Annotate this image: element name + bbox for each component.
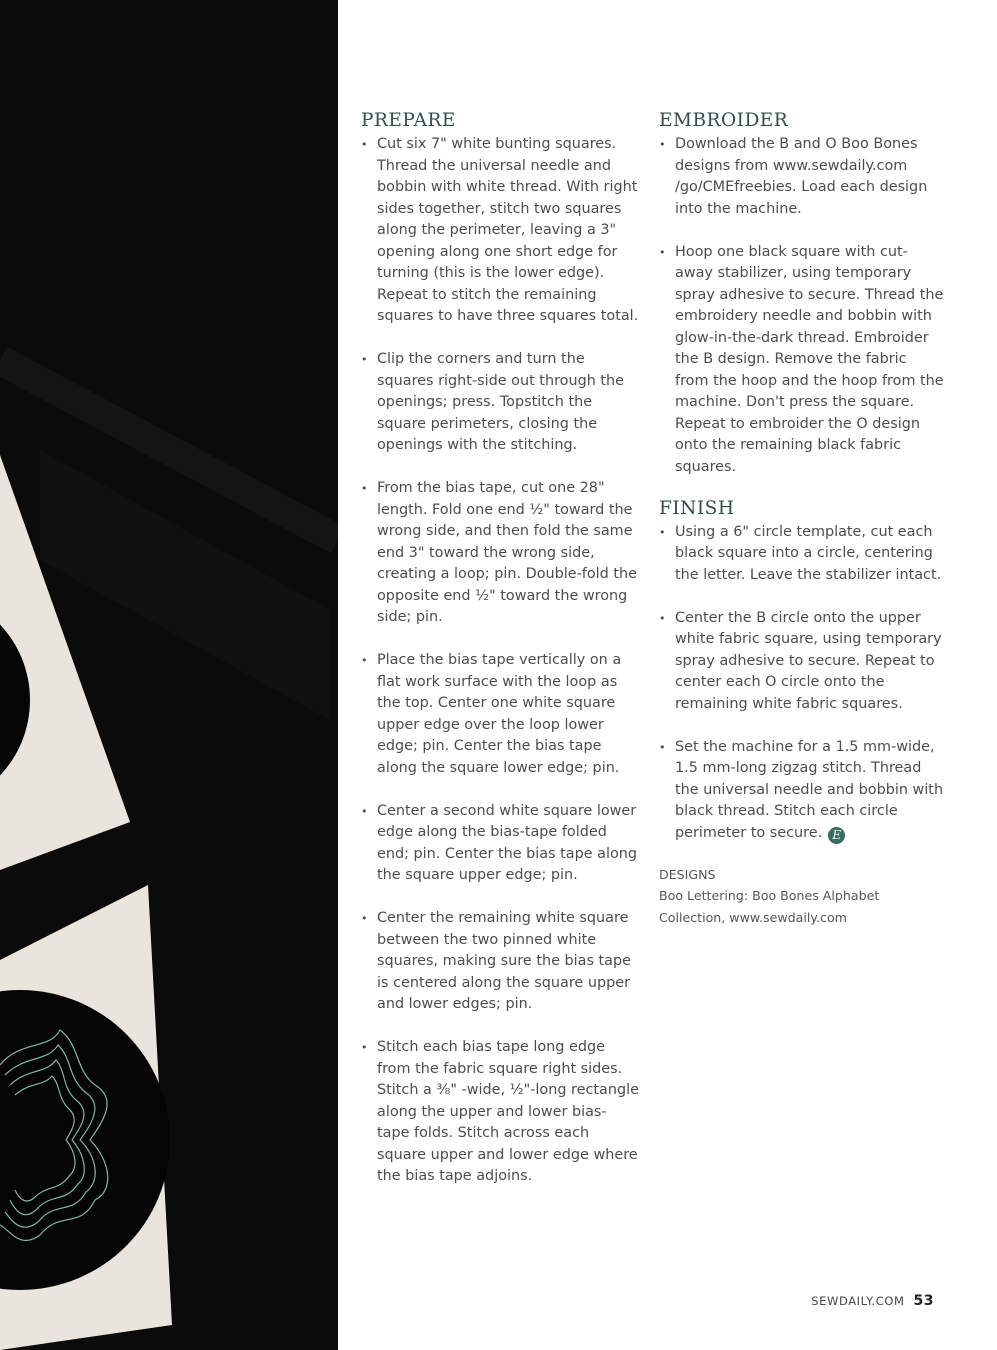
finish-last-text: Set the machine for a 1.5 mm-wide, 1.5 mm-long zigzag stitch. Thread the universal needle and bobbin with black thread. Stitch each circle perimeter to secure.: [675, 738, 944, 841]
page-number: 53: [913, 1293, 934, 1309]
list-item: • Hoop one black square with cut-away stabilizer, using temporary spray adhesive to secure. Thread the embroidery needle and bobbin with glow-in-the-dark thread. Embroider the B design. Remove the fabric from the hoop and the hoop from the machine. Don't press the square. Repeat to embroider the O design onto the remaining black fabric squares.: [659, 242, 944, 479]
list-item: • Cut six 7" white bunting squares. Thread the universal needle and bobbin with white thread. With right sides together, stitch two squares along the perimeter, leaving a 3" opening along one short edge for turning (this is the lower edge). Repeat to stitch the remaining squares to have three squares total.: [361, 134, 639, 328]
list-item: • From the bias tape, cut one 28" length. Fold one end ½" toward the wrong side, and then fold the same end 3" toward the wrong side, creating a loop; pin. Double-fold the opposite end ½" toward the wrong side; pin.: [361, 478, 639, 629]
finish-list: [659, 522, 944, 845]
embroider-heading: EMBROIDER: [659, 110, 789, 131]
embroider-list: [659, 134, 944, 478]
designs-line-1: Boo Lettering: Boo Bones Alphabet: [659, 888, 880, 903]
list-item: • Place the bias tape vertically on a flat work surface with the loop as the top. Center one white square upper edge over the loop lower edge; pin. Center the bias tape along the square lower edge; pin.: [361, 650, 639, 779]
designs-line-2: Collection, www.sewdaily.com: [659, 909, 847, 925]
list-item: • Center the B circle onto the upper white fabric square, using temporary spray adhesive to secure. Repeat to center each O circle onto the remaining white fabric squares.: [659, 608, 944, 716]
list-item: • Download the B and O Boo Bones designs from www.sewdaily.com /go/CMEfreebies. Load each design into the machine.: [659, 134, 944, 220]
designs-label: DESIGNS: [659, 866, 716, 882]
bunting-photo-art: [0, 0, 338, 1350]
left-column: [361, 110, 639, 1209]
end-mark-icon: E: [828, 827, 845, 844]
prepare-heading: PREPARE: [361, 110, 456, 131]
list-item: • Stitch each bias tape long edge from the fabric square right sides. Stitch a ⅜" -wide, ½"-long rectangle along the upper and lower bias-tape folds. Stitch across each square upper and lower edge where the bias tape adjoins.: [361, 1037, 639, 1188]
prepare-list: [361, 134, 639, 1188]
list-item: • Clip the corners and turn the squares right-side out through the openings; press. Topstitch the square perimeters, closing the openings with the stitching.: [361, 349, 639, 457]
list-item: • Using a 6" circle template, cut each black square into a circle, centering the letter. Leave the stabilizer intact.: [659, 522, 944, 587]
list-item: [659, 737, 944, 845]
right-column: [659, 110, 944, 928]
designs-credit: [659, 864, 944, 929]
list-item: • Center a second white square lower edge along the bias-tape folded end; pin. Center the bias tape along the square upper edge; pin.: [361, 801, 639, 887]
finish-heading: FINISH: [659, 497, 735, 519]
list-item: • Center the remaining white square between the two pinned white squares, making sure the bias tape is centered along the square upper and lower edges; pin.: [361, 908, 639, 1016]
page-footer: [811, 1293, 934, 1309]
footer-site: SEWDAILY.COM: [811, 1294, 905, 1308]
bunting-photo: [0, 0, 338, 1350]
